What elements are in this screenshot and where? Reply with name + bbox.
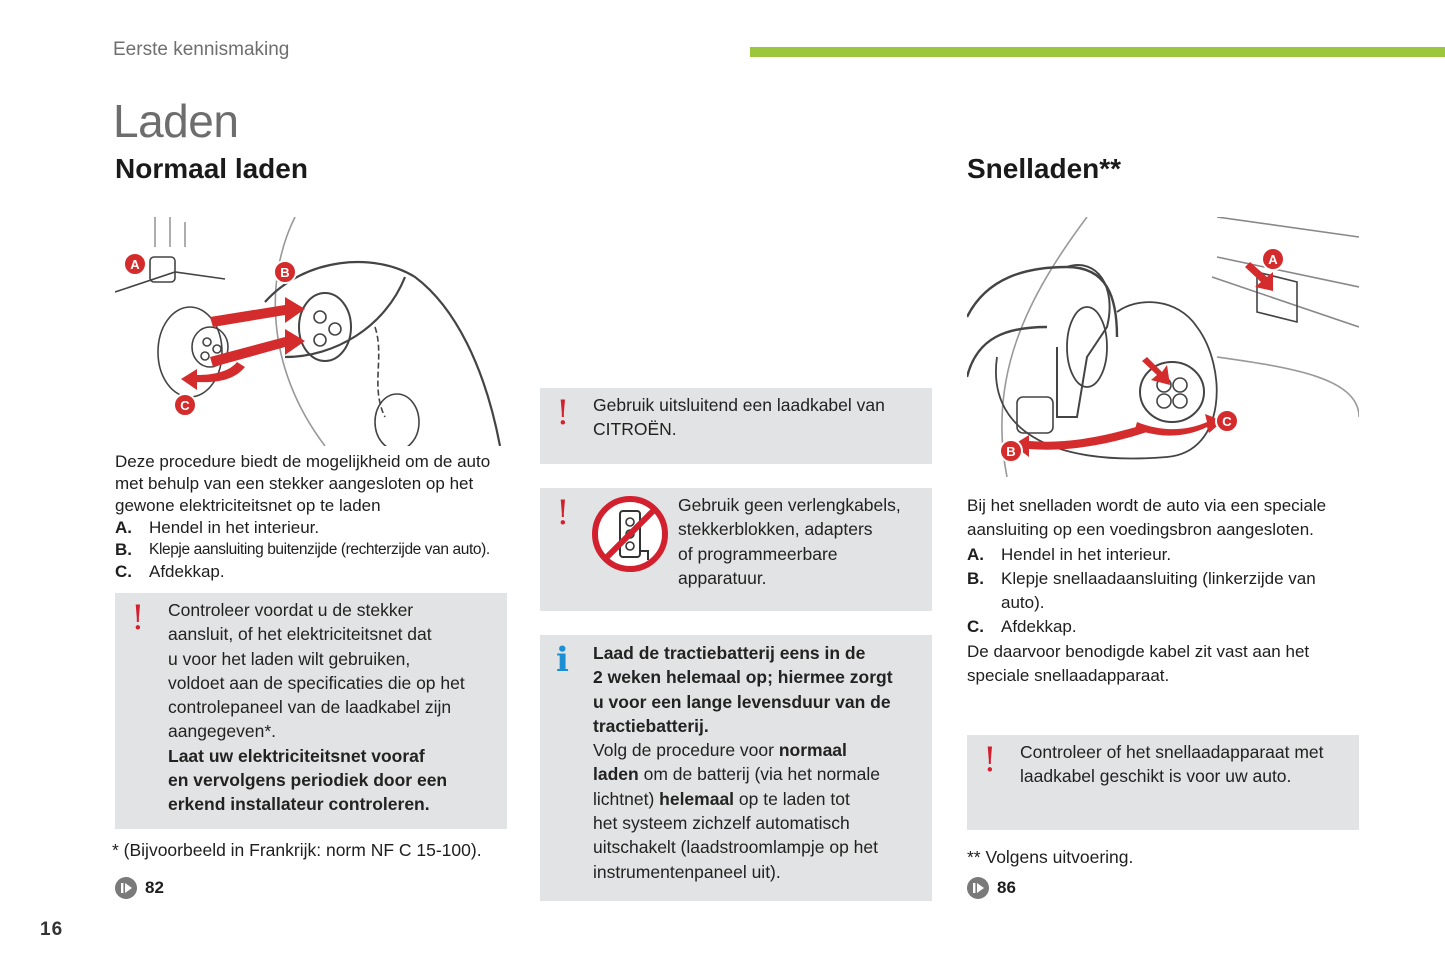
svg-text:C: C — [1222, 414, 1232, 429]
page-reference-86[interactable]: 86 — [967, 877, 1016, 899]
outro-line: speciale snellaadapparaat. — [967, 666, 1170, 686]
cable-warning-box — [540, 388, 932, 464]
list-item: C. Afdekkap. — [967, 617, 1077, 637]
page-title: Laden — [113, 95, 239, 147]
section-label: Eerste kennismaking — [113, 39, 290, 60]
normal-charging-warning-box — [115, 593, 507, 829]
page-number: 16 — [40, 919, 64, 940]
outro-line: De daarvoor benodigde kabel zit vast aan het — [967, 641, 1310, 661]
normal-footnote: * (Bijvoorbeeld in Frankrijk: norm NF C 15-100). — [112, 840, 482, 860]
no-extension-cable-icon — [592, 496, 668, 572]
diagram-label-b — [274, 261, 296, 283]
normal-charging-intro — [115, 451, 515, 583]
warning-icon: ! — [556, 393, 570, 433]
fast-charging-list — [967, 543, 1367, 640]
normal-charging-heading: Normaal laden — [115, 153, 308, 184]
page-link-icon — [967, 877, 989, 899]
fast-charging-diagram — [967, 217, 1359, 477]
list-item: C. Afdekkap. — [115, 562, 225, 581]
fast-charging-heading: Snelladen** — [967, 153, 1122, 184]
list-item: A. Hendel in het interieur. — [115, 518, 320, 537]
diagram-label-c — [174, 394, 196, 416]
warning-text: Controleer of het snellaadapparaat met laadkabel geschikt is voor uw auto. — [1020, 742, 1324, 787]
info-text: Laad de tractiebatterij eens in de 2 weken helemaal op; hiermee zorgt u voor een lange levensduur van de tractiebatterij. Volg de procedure voor normaal laden om de batterij (via het normale lichtnet) helemaal op te laden tot het systeem zichzelf automatisch uitschakelt (laadstroomlampje op het instrumentenpaneel uit). — [593, 643, 893, 882]
page-link-icon — [115, 877, 137, 899]
list-item: A. Hendel in het interieur. — [967, 544, 1172, 564]
warning-icon: ! — [131, 598, 145, 638]
svg-text:B: B — [280, 265, 290, 280]
warning-text: Gebruik geen verlengkabels, stekkerblokken, adapters of programmeerbare apparatuur. — [678, 495, 901, 588]
diagram-label-c — [1216, 410, 1238, 432]
intro-line: Deze procedure biedt de mogelijkheid om de auto — [115, 452, 491, 471]
list-item: B. Klepje snellaadaansluiting (linkerzijde van auto). — [967, 568, 1316, 613]
battery-info-box — [540, 635, 932, 901]
diagram-label-b — [1000, 440, 1022, 462]
list-item: B. Klepje aansluiting buitenzijde (rechterzijde van auto). — [115, 540, 490, 559]
page-reference-82[interactable]: 82 — [115, 877, 164, 899]
intro-line: aansluiting op een voedingsbron aangesloten. — [967, 520, 1314, 540]
svg-text:A: A — [1268, 252, 1278, 267]
fast-charging-warning-box — [967, 735, 1359, 830]
fast-footnote: ** Volgens uitvoering. — [967, 847, 1134, 867]
svg-text:C: C — [180, 398, 190, 413]
intro-line: met behulp van een stekker aangesloten op het — [115, 474, 474, 493]
intro-line: gewone elektriciteitsnet op te laden — [115, 496, 381, 515]
extension-warning-box — [540, 488, 932, 611]
svg-text:A: A — [130, 257, 140, 272]
fast-charging-illustration — [967, 217, 1359, 477]
normal-charging-diagram — [115, 217, 507, 446]
svg-text:B: B — [1006, 444, 1016, 459]
warning-text: Gebruik uitsluitend een laadkabel van CITROËN. — [593, 395, 885, 440]
normal-charging-illustration — [115, 217, 507, 446]
warning-icon: ! — [556, 493, 570, 533]
diagram-label-a — [1262, 248, 1284, 270]
info-icon: i — [556, 640, 569, 680]
diagram-label-a — [124, 253, 146, 275]
intro-line: Bij het snelladen wordt de auto via een speciale — [967, 496, 1327, 515]
normal-charging-list — [115, 517, 515, 583]
warning-icon: ! — [983, 740, 997, 780]
warning-text: Controleer voordat u de stekker aansluit, of het elektriciteitsnet dat u voor het laden wilt gebruiken, voldoet aan de specificaties die op het controlepaneel van de laadkabel zijn aangegeven*. Laat uw elektriciteitsnet vooraf en vervolgens periodiek door een erkend installateur controleren. — [168, 600, 465, 815]
header-accent-bar — [750, 47, 1445, 57]
fast-charging-intro — [967, 494, 1367, 688]
